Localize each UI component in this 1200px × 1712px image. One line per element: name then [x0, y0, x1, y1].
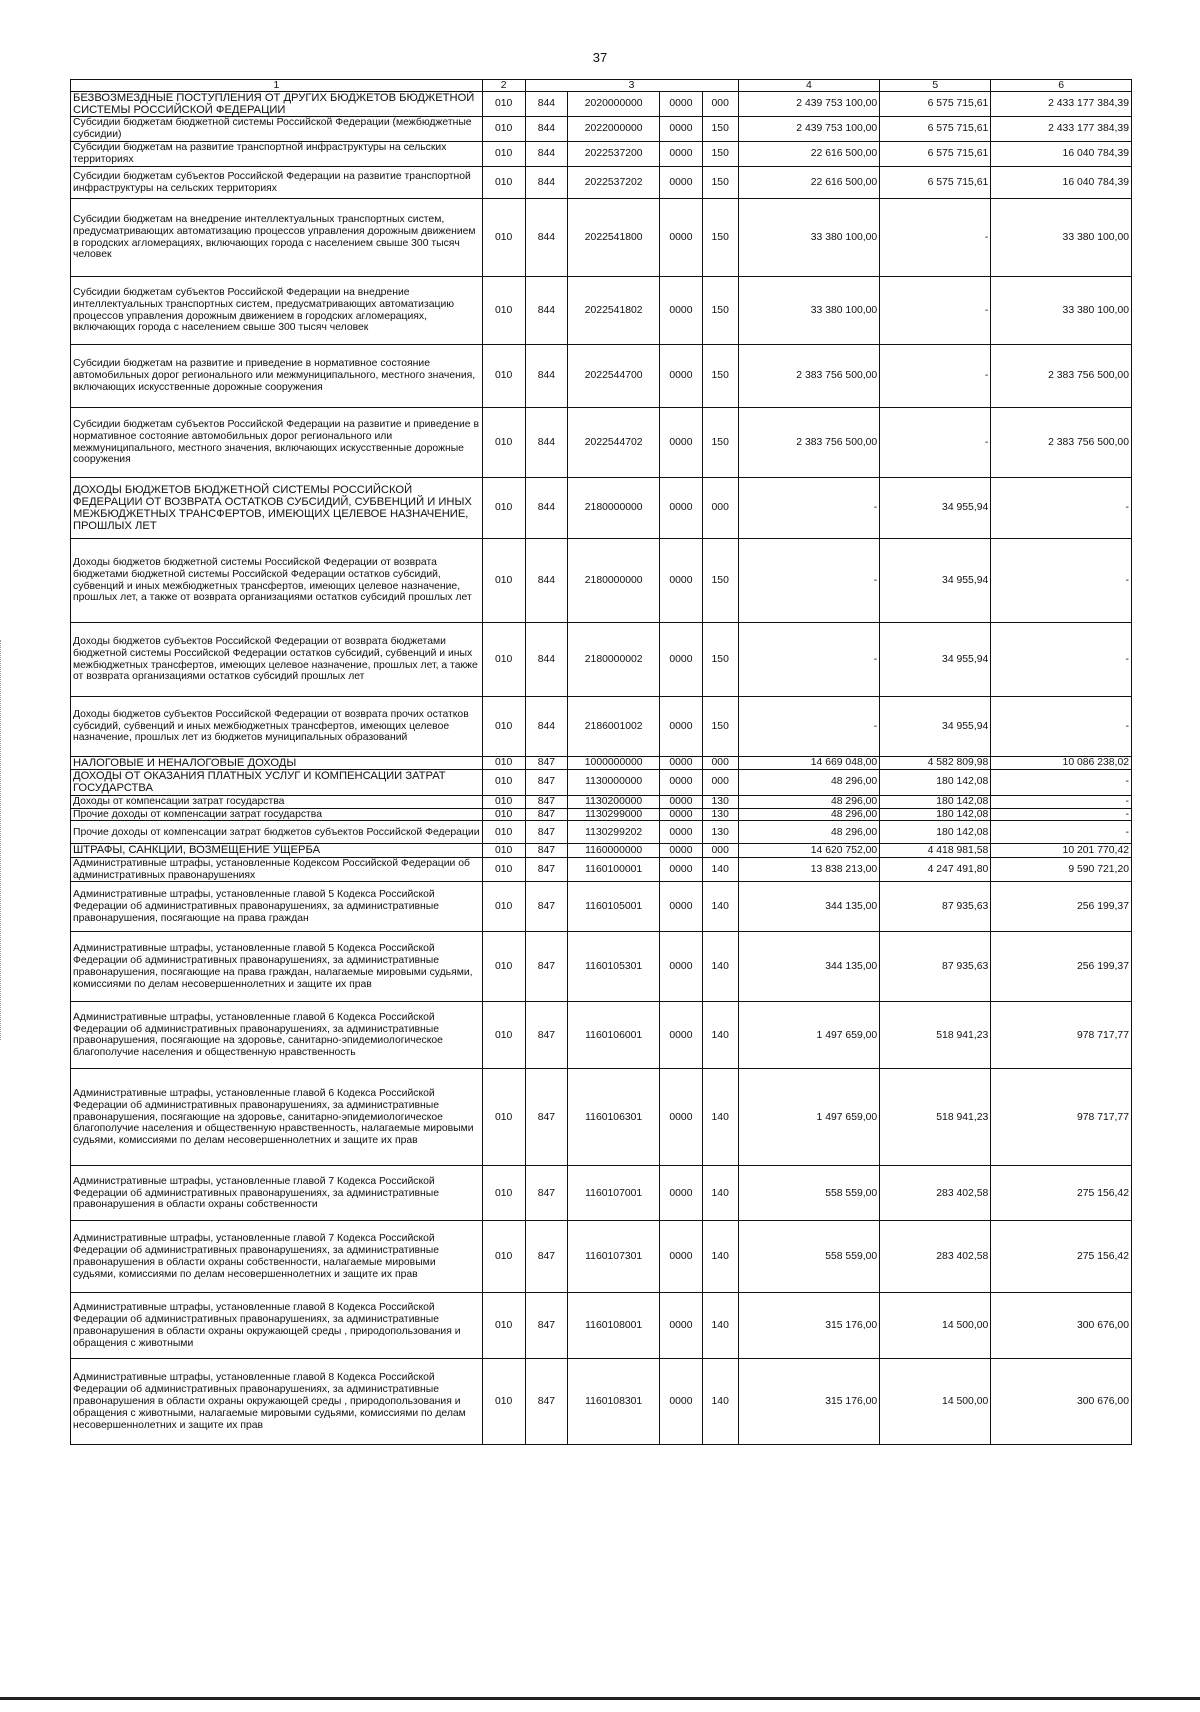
row-kosgu-code-cell: 000: [702, 92, 738, 117]
row-revenue-code-cell: 2186001002: [568, 697, 660, 757]
row-col6-cell: 256 199,37: [991, 882, 1132, 932]
table-row: [71, 1221, 1132, 1293]
row-program-code-cell: 0000: [660, 277, 703, 345]
row-admin-code-cell: 847: [525, 1166, 568, 1221]
row-col4-cell: -: [738, 697, 880, 757]
row-name-cell: Доходы от компенсации затрат государства: [71, 795, 483, 808]
row-program-code-cell: 0000: [660, 795, 703, 808]
row-col6-cell: 275 156,42: [991, 1221, 1132, 1293]
row-col4-cell: 1 497 659,00: [738, 1069, 880, 1166]
row-revenue-code-cell: 2180000002: [568, 623, 660, 697]
row-col5-cell: 180 142,08: [880, 795, 991, 808]
row-revenue-code-cell: 2022544700: [568, 345, 660, 408]
row-col6-cell: 9 590 721,20: [991, 857, 1132, 882]
header-col-1: 1: [71, 80, 483, 92]
row-admin-code-cell: 844: [525, 408, 568, 478]
row-col5-cell: 6 575 715,61: [880, 92, 991, 117]
row-admin-code-cell: 844: [525, 167, 568, 199]
row-admin-code-cell: 847: [525, 882, 568, 932]
row-col5-cell: 34 955,94: [880, 623, 991, 697]
row-admin-code-cell: 847: [525, 808, 568, 821]
row-col2-cell: 010: [482, 142, 525, 167]
row-col6-cell: 275 156,42: [991, 1166, 1132, 1221]
row-kosgu-code-cell: 140: [702, 1359, 738, 1445]
row-kosgu-code-cell: 130: [702, 821, 738, 844]
row-admin-code-cell: 847: [525, 1293, 568, 1359]
row-col2-cell: 010: [482, 757, 525, 770]
row-program-code-cell: 0000: [660, 821, 703, 844]
row-program-code-cell: 0000: [660, 92, 703, 117]
row-col5-cell: 34 955,94: [880, 539, 991, 623]
row-name-cell: ДОХОДЫ БЮДЖЕТОВ БЮДЖЕТНОЙ СИСТЕМЫ РОССИЙСКОЙ ФЕДЕРАЦИИ ОТ ВОЗВРАТА ОСТАТКОВ СУБСИДИЙ, СУБВЕНЦИЙ И ИНЫХ МЕЖБЮДЖЕТНЫХ ТРАНСФЕРТОВ, ИМЕЮЩИХ ЦЕЛЕВОЕ НАЗНАЧЕНИЕ, ПРОШЛЫХ ЛЕТ: [71, 478, 483, 539]
row-name-cell: Субсидии бюджетам на развитие и приведение в нормативное состояние автомобильных дорог регионального или межмуниципального, местного значения, включающих искусственные дорожные сооружения: [71, 345, 483, 408]
row-col2-cell: 010: [482, 92, 525, 117]
row-col4-cell: 14 620 752,00: [738, 844, 880, 857]
row-col4-cell: -: [738, 478, 880, 539]
table-row: [71, 844, 1132, 857]
row-col5-cell: 518 941,23: [880, 1002, 991, 1069]
row-col6-cell: 256 199,37: [991, 932, 1132, 1002]
row-revenue-code-cell: 1160107301: [568, 1221, 660, 1293]
row-col4-cell: 48 296,00: [738, 795, 880, 808]
row-col5-cell: 6 575 715,61: [880, 167, 991, 199]
table-row: [71, 539, 1132, 623]
row-kosgu-code-cell: 150: [702, 697, 738, 757]
row-col6-cell: 33 380 100,00: [991, 277, 1132, 345]
row-program-code-cell: 0000: [660, 757, 703, 770]
row-name-cell: ДОХОДЫ ОТ ОКАЗАНИЯ ПЛАТНЫХ УСЛУГ И КОМПЕНСАЦИИ ЗАТРАТ ГОСУДАРСТВА: [71, 770, 483, 795]
table-row: [71, 808, 1132, 821]
row-col4-cell: 2 439 753 100,00: [738, 92, 880, 117]
table-row: [71, 770, 1132, 795]
row-admin-code-cell: 844: [525, 199, 568, 277]
row-admin-code-cell: 844: [525, 478, 568, 539]
row-col6-cell: 10 201 770,42: [991, 844, 1132, 857]
row-col6-cell: 978 717,77: [991, 1069, 1132, 1166]
table-row: [71, 167, 1132, 199]
row-col5-cell: 34 955,94: [880, 697, 991, 757]
row-name-cell: Административные штрафы, установленные главой 5 Кодекса Российской Федерации об административных правонарушениях, за административные правонарушения, посягающие на права граждан: [71, 882, 483, 932]
row-admin-code-cell: 847: [525, 1002, 568, 1069]
row-col6-cell: 2 433 177 384,39: [991, 92, 1132, 117]
row-col2-cell: 010: [482, 408, 525, 478]
row-admin-code-cell: 844: [525, 142, 568, 167]
row-revenue-code-cell: 1160108301: [568, 1359, 660, 1445]
row-col4-cell: 14 669 048,00: [738, 757, 880, 770]
row-col2-cell: 010: [482, 844, 525, 857]
row-name-cell: Административные штрафы, установленные главой 6 Кодекса Российской Федерации об административных правонарушениях, за административные правонарушения, посягающие на здоровье, санитарно-эпидемиологическое благополучие населения и общественную нравственность, налагаемые мировыми судьями, комиссиями по делам несовершеннолетних и защите их прав: [71, 1069, 483, 1166]
row-col6-cell: -: [991, 623, 1132, 697]
row-program-code-cell: 0000: [660, 142, 703, 167]
table-row: [71, 92, 1132, 117]
row-kosgu-code-cell: 150: [702, 277, 738, 345]
row-program-code-cell: 0000: [660, 1166, 703, 1221]
row-program-code-cell: 0000: [660, 808, 703, 821]
row-admin-code-cell: 844: [525, 277, 568, 345]
row-name-cell: НАЛОГОВЫЕ И НЕНАЛОГОВЫЕ ДОХОДЫ: [71, 757, 483, 770]
row-col5-cell: 14 500,00: [880, 1293, 991, 1359]
row-kosgu-code-cell: 000: [702, 757, 738, 770]
row-admin-code-cell: 844: [525, 539, 568, 623]
row-kosgu-code-cell: 130: [702, 808, 738, 821]
row-program-code-cell: 0000: [660, 1293, 703, 1359]
row-program-code-cell: 0000: [660, 844, 703, 857]
row-col2-cell: 010: [482, 1293, 525, 1359]
row-admin-code-cell: 847: [525, 1221, 568, 1293]
row-name-cell: Прочие доходы от компенсации затрат государства: [71, 808, 483, 821]
row-col2-cell: 010: [482, 808, 525, 821]
row-col2-cell: 010: [482, 1002, 525, 1069]
header-col-4: 4: [738, 80, 880, 92]
row-admin-code-cell: 844: [525, 117, 568, 142]
row-col4-cell: 13 838 213,00: [738, 857, 880, 882]
row-col4-cell: 48 296,00: [738, 808, 880, 821]
page-number: 37: [592, 50, 608, 65]
row-col2-cell: 010: [482, 1069, 525, 1166]
row-kosgu-code-cell: 150: [702, 117, 738, 142]
row-col6-cell: -: [991, 808, 1132, 821]
budget-revenue-table: [70, 79, 1132, 1445]
row-col2-cell: 010: [482, 167, 525, 199]
row-revenue-code-cell: 1160105001: [568, 882, 660, 932]
table-row: [71, 1002, 1132, 1069]
row-program-code-cell: 0000: [660, 697, 703, 757]
row-revenue-code-cell: 1160100001: [568, 857, 660, 882]
row-revenue-code-cell: 1130299202: [568, 821, 660, 844]
row-col6-cell: 16 040 784,39: [991, 142, 1132, 167]
row-admin-code-cell: 847: [525, 932, 568, 1002]
row-program-code-cell: 0000: [660, 539, 703, 623]
row-col6-cell: -: [991, 821, 1132, 844]
row-col4-cell: -: [738, 623, 880, 697]
row-program-code-cell: 0000: [660, 882, 703, 932]
row-admin-code-cell: 844: [525, 345, 568, 408]
table-row: [71, 857, 1132, 882]
row-col6-cell: 16 040 784,39: [991, 167, 1132, 199]
scan-bottom-edge: [0, 1697, 1200, 1700]
row-col5-cell: 518 941,23: [880, 1069, 991, 1166]
row-col2-cell: 010: [482, 882, 525, 932]
row-name-cell: Доходы бюджетов субъектов Российской Федерации от возврата прочих остатков субсидий, субвенций и иных межбюджетных трансфертов, имеющих целевое назначение, прошлых лет из бюджетов муниципальных образований: [71, 697, 483, 757]
row-col4-cell: 2 439 753 100,00: [738, 117, 880, 142]
row-col6-cell: 33 380 100,00: [991, 199, 1132, 277]
row-col5-cell: 34 955,94: [880, 478, 991, 539]
table-row: [71, 1069, 1132, 1166]
row-col4-cell: 344 135,00: [738, 882, 880, 932]
row-revenue-code-cell: 2022000000: [568, 117, 660, 142]
row-revenue-code-cell: 2022537200: [568, 142, 660, 167]
row-kosgu-code-cell: 150: [702, 408, 738, 478]
row-col4-cell: 48 296,00: [738, 821, 880, 844]
row-admin-code-cell: 844: [525, 92, 568, 117]
row-revenue-code-cell: 2020000000: [568, 92, 660, 117]
row-program-code-cell: 0000: [660, 345, 703, 408]
row-program-code-cell: 0000: [660, 478, 703, 539]
row-col5-cell: -: [880, 345, 991, 408]
row-col2-cell: 010: [482, 277, 525, 345]
row-kosgu-code-cell: 150: [702, 199, 738, 277]
row-col4-cell: 33 380 100,00: [738, 277, 880, 345]
header-col-6: 6: [991, 80, 1132, 92]
row-kosgu-code-cell: 140: [702, 1293, 738, 1359]
row-col4-cell: 22 616 500,00: [738, 142, 880, 167]
row-revenue-code-cell: 1000000000: [568, 757, 660, 770]
row-col4-cell: 2 383 756 500,00: [738, 408, 880, 478]
row-revenue-code-cell: 2022537202: [568, 167, 660, 199]
header-col-2: 2: [482, 80, 525, 92]
row-col6-cell: -: [991, 795, 1132, 808]
row-admin-code-cell: 844: [525, 623, 568, 697]
row-col2-cell: 010: [482, 539, 525, 623]
row-name-cell: Административные штрафы, установленные главой 5 Кодекса Российской Федерации об административных правонарушениях, за административные правонарушения, посягающие на права граждан, налагаемые мировыми судьями, комиссиями по делам несовершеннолетних и защите их прав: [71, 932, 483, 1002]
row-col5-cell: -: [880, 408, 991, 478]
row-program-code-cell: 0000: [660, 408, 703, 478]
row-revenue-code-cell: 1130000000: [568, 770, 660, 795]
row-col5-cell: 4 418 981,58: [880, 844, 991, 857]
row-admin-code-cell: 847: [525, 821, 568, 844]
table-row: [71, 1166, 1132, 1221]
row-program-code-cell: 0000: [660, 623, 703, 697]
row-revenue-code-cell: 2022541802: [568, 277, 660, 345]
row-col4-cell: -: [738, 539, 880, 623]
row-col5-cell: 4 247 491,80: [880, 857, 991, 882]
table-row: [71, 199, 1132, 277]
row-admin-code-cell: 847: [525, 844, 568, 857]
row-program-code-cell: 0000: [660, 117, 703, 142]
row-col2-cell: 010: [482, 345, 525, 408]
table-row: [71, 932, 1132, 1002]
row-col5-cell: 283 402,58: [880, 1166, 991, 1221]
row-kosgu-code-cell: 150: [702, 167, 738, 199]
row-name-cell: Прочие доходы от компенсации затрат бюджетов субъектов Российской Федерации: [71, 821, 483, 844]
row-col6-cell: -: [991, 770, 1132, 795]
row-col6-cell: 2 383 756 500,00: [991, 408, 1132, 478]
row-name-cell: БЕЗВОЗМЕЗДНЫЕ ПОСТУПЛЕНИЯ ОТ ДРУГИХ БЮДЖЕТОВ БЮДЖЕТНОЙ СИСТЕМЫ РОССИЙСКОЙ ФЕДЕРАЦИИ: [71, 92, 483, 117]
row-revenue-code-cell: 2022541800: [568, 199, 660, 277]
row-col4-cell: 48 296,00: [738, 770, 880, 795]
row-kosgu-code-cell: 140: [702, 882, 738, 932]
row-col5-cell: 14 500,00: [880, 1359, 991, 1445]
row-col5-cell: 180 142,08: [880, 808, 991, 821]
row-name-cell: Субсидии бюджетам субъектов Российской Федерации на внедрение интеллектуальных транспортных систем, предусматривающих автоматизацию процессов управления дорожным движением в городских агломерациях, включающих города с населением свыше 300 тысяч человек: [71, 277, 483, 345]
row-admin-code-cell: 847: [525, 1359, 568, 1445]
row-col6-cell: 2 383 756 500,00: [991, 345, 1132, 408]
table-row: [71, 1359, 1132, 1445]
table-row: [71, 623, 1132, 697]
row-program-code-cell: 0000: [660, 167, 703, 199]
row-col2-cell: 010: [482, 932, 525, 1002]
row-col2-cell: 010: [482, 199, 525, 277]
row-name-cell: Субсидии бюджетам на развитие транспортной инфраструктуры на сельских территориях: [71, 142, 483, 167]
scan-margin-mark: [0, 640, 5, 1040]
row-kosgu-code-cell: 130: [702, 795, 738, 808]
table-row: [71, 408, 1132, 478]
row-name-cell: Доходы бюджетов субъектов Российской Федерации от возврата бюджетами бюджетной системы Российской Федерации остатков субсидий, субвенций и иных межбюджетных трансфертов, имеющих целевое назначение, прошлых лет, а также от возврата организациями остатков субсидий прошлых лет: [71, 623, 483, 697]
row-col4-cell: 1 497 659,00: [738, 1002, 880, 1069]
row-admin-code-cell: 847: [525, 770, 568, 795]
row-col2-cell: 010: [482, 478, 525, 539]
row-col6-cell: 978 717,77: [991, 1002, 1132, 1069]
row-kosgu-code-cell: 150: [702, 539, 738, 623]
row-kosgu-code-cell: 000: [702, 770, 738, 795]
table-row: [71, 757, 1132, 770]
row-col6-cell: 300 676,00: [991, 1293, 1132, 1359]
row-kosgu-code-cell: 150: [702, 142, 738, 167]
row-col4-cell: 558 559,00: [738, 1221, 880, 1293]
row-col4-cell: 22 616 500,00: [738, 167, 880, 199]
row-col5-cell: 180 142,08: [880, 770, 991, 795]
row-revenue-code-cell: 1160108001: [568, 1293, 660, 1359]
row-kosgu-code-cell: 140: [702, 1221, 738, 1293]
row-name-cell: Субсидии бюджетам субъектов Российской Федерации на развитие и приведение в нормативное состояние автомобильных дорог регионального или межмуниципального, местного значения, включающих искусственные дорожные сооружения: [71, 408, 483, 478]
row-col5-cell: 6 575 715,61: [880, 117, 991, 142]
row-col4-cell: 33 380 100,00: [738, 199, 880, 277]
column-number-header-row: [71, 80, 1132, 92]
row-name-cell: Административные штрафы, установленные главой 8 Кодекса Российской Федерации об административных правонарушениях, за административные правонарушения в области охраны окружающей среды , природопользования и обращения с животными: [71, 1293, 483, 1359]
row-name-cell: Административные штрафы, установленные главой 8 Кодекса Российской Федерации об административных правонарушениях, за административные правонарушения в области охраны окружающей среды , природопользования и обращения с животными, налагаемые мировыми судьями, комиссиями по делам несовершеннолетних и защите их прав: [71, 1359, 483, 1445]
row-kosgu-code-cell: 150: [702, 623, 738, 697]
table-row: [71, 795, 1132, 808]
row-revenue-code-cell: 1160106301: [568, 1069, 660, 1166]
row-revenue-code-cell: 2180000000: [568, 478, 660, 539]
table-row: [71, 117, 1132, 142]
table-body: [71, 92, 1132, 1445]
header-col-3: 3: [525, 80, 738, 92]
row-program-code-cell: 0000: [660, 1221, 703, 1293]
row-name-cell: ШТРАФЫ, САНКЦИИ, ВОЗМЕЩЕНИЕ УЩЕРБА: [71, 844, 483, 857]
row-col2-cell: 010: [482, 1166, 525, 1221]
row-col6-cell: -: [991, 478, 1132, 539]
row-program-code-cell: 0000: [660, 1069, 703, 1166]
header-col-5: 5: [880, 80, 991, 92]
row-admin-code-cell: 847: [525, 1069, 568, 1166]
row-col6-cell: 300 676,00: [991, 1359, 1132, 1445]
row-col5-cell: 4 582 809,98: [880, 757, 991, 770]
table-row: [71, 345, 1132, 408]
row-col2-cell: 010: [482, 1359, 525, 1445]
row-name-cell: Административные штрафы, установленные главой 7 Кодекса Российской Федерации об административных правонарушениях, за административные правонарушения в области охраны собственности, налагаемые мировыми судьями, комиссиями по делам несовершеннолетних и защите их прав: [71, 1221, 483, 1293]
row-kosgu-code-cell: 150: [702, 345, 738, 408]
row-name-cell: Административные штрафы, установленные главой 7 Кодекса Российской Федерации об административных правонарушениях, за административные правонарушения в области охраны собственности: [71, 1166, 483, 1221]
row-col5-cell: 283 402,58: [880, 1221, 991, 1293]
table-row: [71, 821, 1132, 844]
row-col6-cell: -: [991, 539, 1132, 623]
row-col4-cell: 315 176,00: [738, 1359, 880, 1445]
row-revenue-code-cell: 1160105301: [568, 932, 660, 1002]
row-revenue-code-cell: 2022544702: [568, 408, 660, 478]
table-row: [71, 142, 1132, 167]
row-col4-cell: 344 135,00: [738, 932, 880, 1002]
row-col5-cell: -: [880, 199, 991, 277]
row-admin-code-cell: 847: [525, 757, 568, 770]
row-name-cell: Административные штрафы, установленные Кодексом Российской Федерации об административных правонарушениях: [71, 857, 483, 882]
table-row: [71, 882, 1132, 932]
row-col2-cell: 010: [482, 770, 525, 795]
row-revenue-code-cell: 1160000000: [568, 844, 660, 857]
row-col4-cell: 315 176,00: [738, 1293, 880, 1359]
row-kosgu-code-cell: 140: [702, 857, 738, 882]
row-col2-cell: 010: [482, 117, 525, 142]
row-revenue-code-cell: 1130299000: [568, 808, 660, 821]
row-col5-cell: 87 935,63: [880, 932, 991, 1002]
row-kosgu-code-cell: 140: [702, 932, 738, 1002]
row-col4-cell: 2 383 756 500,00: [738, 345, 880, 408]
row-kosgu-code-cell: 140: [702, 1166, 738, 1221]
row-program-code-cell: 0000: [660, 1359, 703, 1445]
row-col6-cell: 2 433 177 384,39: [991, 117, 1132, 142]
row-col2-cell: 010: [482, 1221, 525, 1293]
row-name-cell: Субсидии бюджетам субъектов Российской Федерации на развитие транспортной инфраструктуры на сельских территориях: [71, 167, 483, 199]
row-name-cell: Субсидии бюджетам бюджетной системы Российской Федерации (межбюджетные субсидии): [71, 117, 483, 142]
row-col6-cell: -: [991, 697, 1132, 757]
row-col2-cell: 010: [482, 857, 525, 882]
row-revenue-code-cell: 1160106001: [568, 1002, 660, 1069]
row-kosgu-code-cell: 140: [702, 1069, 738, 1166]
row-program-code-cell: 0000: [660, 199, 703, 277]
table-row: [71, 1293, 1132, 1359]
row-program-code-cell: 0000: [660, 770, 703, 795]
row-program-code-cell: 0000: [660, 1002, 703, 1069]
row-revenue-code-cell: 1160107001: [568, 1166, 660, 1221]
table-row: [71, 277, 1132, 345]
row-name-cell: Субсидии бюджетам на внедрение интеллектуальных транспортных систем, предусматривающих автоматизацию процессов управления дорожным движением в городских агломерациях, включающих города с населением свыше 300 тысяч человек: [71, 199, 483, 277]
row-col2-cell: 010: [482, 697, 525, 757]
row-col5-cell: 87 935,63: [880, 882, 991, 932]
row-revenue-code-cell: 2180000000: [568, 539, 660, 623]
row-col2-cell: 010: [482, 795, 525, 808]
row-admin-code-cell: 847: [525, 857, 568, 882]
row-col4-cell: 558 559,00: [738, 1166, 880, 1221]
table-row: [71, 478, 1132, 539]
row-col2-cell: 010: [482, 623, 525, 697]
row-name-cell: Доходы бюджетов бюджетной системы Российской Федерации от возврата бюджетами бюджетной системы Российской Федерации остатков субсидий, субвенций и иных межбюджетных трансфертов, имеющих целевое назначение, прошлых лет, а также от возврата организациями остатков субсидий прошлых лет: [71, 539, 483, 623]
row-col5-cell: -: [880, 277, 991, 345]
row-col5-cell: 180 142,08: [880, 821, 991, 844]
row-revenue-code-cell: 1130200000: [568, 795, 660, 808]
row-kosgu-code-cell: 140: [702, 1002, 738, 1069]
row-col6-cell: 10 086 238,02: [991, 757, 1132, 770]
row-kosgu-code-cell: 000: [702, 478, 738, 539]
table-row: [71, 697, 1132, 757]
row-col2-cell: 010: [482, 821, 525, 844]
row-program-code-cell: 0000: [660, 932, 703, 1002]
row-admin-code-cell: 847: [525, 795, 568, 808]
row-col5-cell: 6 575 715,61: [880, 142, 991, 167]
row-kosgu-code-cell: 000: [702, 844, 738, 857]
row-admin-code-cell: 844: [525, 697, 568, 757]
row-program-code-cell: 0000: [660, 857, 703, 882]
row-name-cell: Административные штрафы, установленные главой 6 Кодекса Российской Федерации об административных правонарушениях, за административные правонарушения, посягающие на здоровье, санитарно-эпидемиологическое благополучие населения и общественную нравственность: [71, 1002, 483, 1069]
